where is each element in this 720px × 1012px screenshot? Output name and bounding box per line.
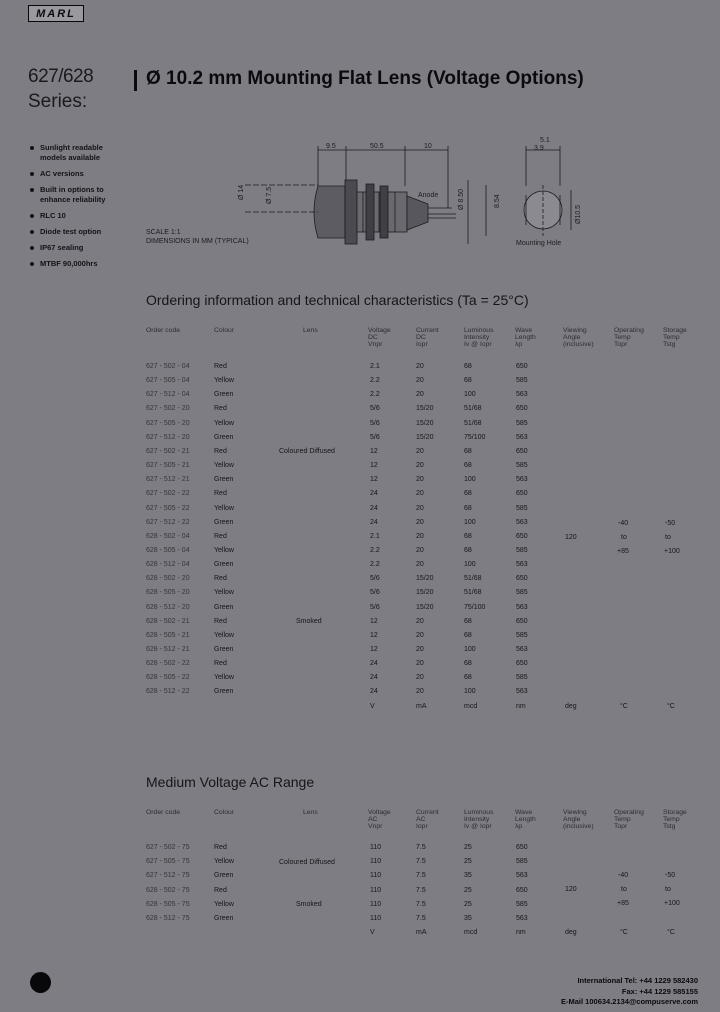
- colour-cell: Yellow: [214, 631, 234, 639]
- series-label: Series:: [28, 91, 88, 112]
- mounting-hole-label: Mounting Hole: [516, 240, 562, 247]
- ac-storage-temp-max: +100: [664, 900, 680, 907]
- intensity-cell: 35: [464, 915, 472, 922]
- unit-intensity: mcd: [464, 703, 478, 710]
- intensity-cell: 68: [464, 504, 472, 512]
- current-cell: 7.5: [416, 844, 426, 851]
- unit-current: mA: [416, 703, 427, 710]
- wave-length-cell: 650: [516, 844, 528, 851]
- intensity-cell: 100: [464, 646, 476, 653]
- colour-cell: Red: [214, 844, 227, 851]
- wave-length-cell: 585: [516, 546, 528, 554]
- colour-cell: Yellow: [214, 589, 234, 597]
- intensity-cell: 68: [464, 447, 472, 455]
- order-code-cell: 628 - 512 - 22: [146, 688, 190, 696]
- intensity-cell: 68: [464, 660, 472, 668]
- colour-cell: Green: [214, 561, 234, 569]
- wave-length-cell: 650: [516, 363, 528, 370]
- intensity-cell: 100: [464, 518, 476, 526]
- ac-range-table: Order code Colour Lens Voltage AC Vnpr Current AC Iopr Luminous Intensity Iv @ Iopr Wave Length λp Viewing Angle (inclusive) Operating Temp Topr Storage Temp Tstg 627 - 502 - 75 Red 110 7.5 25 650 627 - 505 - 75 Yellow 110 7.5 25 585 627 - 512 - 75 Green 110 7.5 35 563 628 - 502 - 75 Red 110 7.5 25 650 628 - 505 - 75 Yellow 110 7.5 25 585 628 - 512 - 75 Green 110 7.5 35 563 Coloured Diffused Smoked 120 -40 to +85 -50 to +100 V mA mcd nm deg °C °C: [146, 809, 687, 936]
- feature-item: AC versions: [30, 169, 130, 179]
- colour-cell: Green: [214, 391, 234, 399]
- intensity-cell: 75/100: [464, 603, 486, 611]
- wave-length-cell: 585: [516, 377, 528, 385]
- wave-length-cell: 563: [516, 476, 528, 484]
- colour-cell: Yellow: [214, 900, 234, 908]
- order-code-cell: 627 - 512 - 20: [146, 433, 190, 441]
- order-code-cell: 627 - 505 - 20: [146, 419, 190, 427]
- lens-628-label: Smoked: [296, 618, 322, 625]
- colour-cell: Red: [214, 405, 227, 413]
- wave-length-cell: 585: [516, 674, 528, 682]
- ac-unit-intensity: mcd: [464, 929, 478, 936]
- intensity-cell: 100: [464, 391, 476, 399]
- order-code-cell: 628 - 505 - 75: [146, 900, 190, 908]
- order-code-cell: 628 - 512 - 20: [146, 603, 190, 611]
- ac-storage-temp-min: -50: [665, 872, 676, 879]
- feature-item: MTBF 90,000hrs: [30, 259, 130, 269]
- colour-cell: Red: [214, 490, 227, 498]
- dimension-label: Ø10.5: [575, 204, 582, 224]
- current-cell: 15/20: [416, 419, 434, 427]
- colour-cell: Red: [214, 575, 227, 583]
- current-cell: 20: [416, 617, 424, 625]
- colour-cell: Green: [214, 433, 234, 441]
- order-code-cell: 628 - 512 - 75: [146, 915, 190, 922]
- dimension-label: Ø 14: [238, 184, 245, 200]
- order-code-cell: 627 - 505 - 75: [146, 858, 190, 866]
- wave-length-cell: 563: [516, 915, 528, 922]
- wave-length-cell: 650: [516, 532, 528, 540]
- wave-length-cell: 585: [516, 589, 528, 597]
- intensity-cell: 100: [464, 476, 476, 484]
- order-code-cell: 627 - 505 - 22: [146, 504, 190, 512]
- intensity-cell: 68: [464, 490, 472, 498]
- voltage-cell: 24: [370, 660, 378, 668]
- order-code-cell: 627 - 502 - 22: [146, 490, 190, 498]
- ordering-section-title: Ordering information and technical characteristics (Ta = 25°C): [146, 292, 529, 308]
- colour-cell: Green: [214, 518, 234, 526]
- order-code-cell: 627 - 512 - 22: [146, 518, 190, 526]
- colour-cell: Green: [214, 603, 234, 611]
- ac-unit-operating: °C: [620, 929, 628, 936]
- wave-length-cell: 563: [516, 646, 528, 653]
- voltage-cell: 5/6: [370, 589, 380, 597]
- wave-length-cell: 585: [516, 631, 528, 639]
- voltage-cell: 12: [370, 646, 378, 653]
- storage-temp-to: to: [665, 534, 671, 541]
- current-cell: 20: [416, 476, 424, 484]
- series-number: 627/628: [28, 66, 94, 87]
- order-code-cell: 628 - 512 - 21: [146, 646, 190, 653]
- current-cell: 7.5: [416, 872, 426, 880]
- dimension-label: 50.5: [370, 143, 384, 150]
- wave-length-cell: 563: [516, 688, 528, 696]
- voltage-cell: 5/6: [370, 575, 380, 583]
- intensity-cell: 68: [464, 462, 472, 470]
- intensity-cell: 100: [464, 688, 476, 696]
- intensity-cell: 51/68: [464, 419, 482, 427]
- order-code-cell: 628 - 505 - 22: [146, 674, 190, 682]
- voltage-cell: 110: [370, 872, 382, 880]
- current-cell: 20: [416, 363, 424, 370]
- order-code-cell: 627 - 512 - 21: [146, 476, 190, 484]
- wave-length-cell: 650: [516, 490, 528, 498]
- unit-wave: nm: [516, 703, 526, 710]
- current-cell: 7.5: [416, 858, 426, 866]
- feature-item: Sunlight readable models available: [30, 143, 130, 163]
- order-code-cell: 628 - 505 - 04: [146, 546, 190, 554]
- wave-length-cell: 563: [516, 391, 528, 399]
- contact-block: [561, 976, 698, 1008]
- colour-cell: Green: [214, 915, 234, 922]
- wave-length-cell: 650: [516, 447, 528, 455]
- ac-unit-wave: nm: [516, 929, 526, 936]
- order-code-cell: 627 - 502 - 20: [146, 405, 190, 413]
- intensity-cell: 25: [464, 886, 472, 894]
- intensity-cell: 68: [464, 674, 472, 682]
- ac-unit-voltage: V: [370, 929, 375, 936]
- colour-cell: Yellow: [214, 546, 234, 554]
- intensity-cell: 68: [464, 363, 472, 370]
- colour-cell: Red: [214, 886, 227, 894]
- current-cell: 20: [416, 391, 424, 399]
- colour-cell: Yellow: [214, 377, 234, 385]
- wave-length-cell: 585: [516, 858, 528, 866]
- voltage-cell: 2.1: [370, 532, 380, 540]
- operating-temp-min: -40: [618, 520, 629, 527]
- intensity-cell: 25: [464, 844, 472, 851]
- wave-length-cell: 650: [516, 617, 528, 625]
- order-code-cell: 627 - 502 - 04: [146, 363, 190, 370]
- page-title: Ø 10.2 mm Mounting Flat Lens (Voltage Options): [146, 68, 584, 89]
- dimension-label: 8.54: [494, 194, 501, 208]
- dimension-label: 3.9: [534, 145, 544, 152]
- ac-unit-current: mA: [416, 929, 427, 936]
- wave-length-cell: 650: [516, 660, 528, 668]
- colour-cell: Red: [214, 617, 227, 625]
- dimension-label: Ø 7.5: [266, 186, 273, 204]
- current-cell: 20: [416, 504, 424, 512]
- voltage-cell: 24: [370, 688, 378, 696]
- email-address: E-Mail 100634.2134@compuserve.com: [561, 997, 698, 1006]
- ac-lens-628-label: Smoked: [296, 901, 322, 908]
- order-code-cell: 627 - 502 - 21: [146, 447, 190, 455]
- unit-viewing: deg: [565, 703, 577, 710]
- current-cell: 20: [416, 532, 424, 540]
- current-cell: 15/20: [416, 405, 434, 413]
- wave-length-cell: 563: [516, 433, 528, 441]
- current-cell: 15/20: [416, 589, 434, 597]
- order-code-cell: 627 - 505 - 04: [146, 377, 190, 385]
- wave-length-cell: 585: [516, 419, 528, 427]
- colour-cell: Red: [214, 532, 227, 540]
- lens-627-label: Coloured Diffused: [279, 448, 335, 455]
- dimensions-note: DIMENSIONS IN MM (TYPICAL): [146, 238, 249, 245]
- voltage-cell: 5/6: [370, 603, 380, 611]
- current-cell: 7.5: [416, 915, 426, 922]
- voltage-cell: 12: [370, 631, 378, 639]
- current-cell: 20: [416, 688, 424, 696]
- voltage-cell: 110: [370, 858, 382, 866]
- operating-temp-max: +85: [617, 548, 629, 555]
- intensity-cell: 68: [464, 377, 472, 385]
- international-phone: International Tel: +44 1229 582430: [577, 976, 698, 985]
- voltage-cell: 24: [370, 504, 378, 512]
- voltage-cell: 5/6: [370, 405, 380, 413]
- wave-length-cell: 650: [516, 886, 528, 894]
- unit-storage: °C: [667, 703, 675, 710]
- order-code-cell: 628 - 512 - 04: [146, 561, 190, 569]
- voltage-cell: 2.2: [370, 561, 380, 569]
- operating-temp-to: to: [621, 534, 627, 541]
- order-code-cell: 627 - 505 - 21: [146, 462, 190, 470]
- intensity-cell: 25: [464, 858, 472, 866]
- wave-length-cell: 650: [516, 575, 528, 583]
- voltage-cell: 24: [370, 674, 378, 682]
- voltage-cell: 5/6: [370, 433, 380, 441]
- ac-unit-storage: °C: [667, 929, 675, 936]
- intensity-cell: 68: [464, 546, 472, 554]
- intensity-cell: 51/68: [464, 405, 482, 413]
- dimension-label: 9.5: [326, 143, 336, 150]
- colour-cell: Yellow: [214, 858, 234, 866]
- colour-cell: Red: [214, 447, 227, 455]
- intensity-cell: 35: [464, 872, 472, 880]
- order-code-cell: 627 - 512 - 04: [146, 391, 190, 399]
- current-cell: 7.5: [416, 886, 426, 894]
- current-cell: 20: [416, 546, 424, 554]
- ac-section-title: Medium Voltage AC Range: [146, 774, 315, 790]
- unit-voltage: V: [370, 703, 375, 710]
- current-cell: 20: [416, 377, 424, 385]
- colour-cell: Yellow: [214, 674, 234, 682]
- voltage-cell: 2.2: [370, 391, 380, 399]
- wave-length-cell: 650: [516, 405, 528, 413]
- ac-operating-temp-min: -40: [618, 872, 629, 879]
- storage-temp-min: -50: [665, 520, 676, 527]
- colour-cell: Green: [214, 688, 234, 696]
- order-code-cell: 628 - 505 - 21: [146, 631, 190, 639]
- unit-operating: °C: [620, 703, 628, 710]
- colour-cell: Green: [214, 646, 234, 653]
- order-code-cell: 627 - 502 - 75: [146, 844, 190, 851]
- current-cell: 15/20: [416, 603, 434, 611]
- voltage-cell: 12: [370, 447, 378, 455]
- wave-length-cell: 563: [516, 561, 528, 569]
- dimension-label: 10: [424, 143, 432, 150]
- feature-item: Built in options to enhance reliability: [30, 185, 130, 205]
- current-cell: 15/20: [416, 433, 434, 441]
- current-cell: 20: [416, 462, 424, 470]
- voltage-cell: 2.2: [370, 377, 380, 385]
- intensity-cell: 68: [464, 631, 472, 639]
- intensity-cell: 25: [464, 900, 472, 908]
- wave-length-cell: 563: [516, 603, 528, 611]
- order-code-cell: 628 - 505 - 20: [146, 589, 190, 597]
- ac-operating-temp-max: +85: [617, 900, 629, 907]
- anode-label: Anode: [418, 192, 439, 199]
- voltage-cell: 2.1: [370, 363, 380, 370]
- feature-item: Diode test option: [30, 227, 130, 237]
- colour-cell: Yellow: [214, 419, 234, 427]
- current-cell: 20: [416, 561, 424, 569]
- logo-text: MARL: [36, 7, 76, 20]
- colour-cell: Red: [214, 660, 227, 668]
- feature-item: RLC 10: [30, 211, 130, 221]
- voltage-cell: 5/6: [370, 419, 380, 427]
- intensity-cell: 68: [464, 532, 472, 540]
- current-cell: 20: [416, 674, 424, 682]
- current-cell: 20: [416, 631, 424, 639]
- ac-lens-627-label: Coloured Diffused: [279, 859, 335, 866]
- wave-length-cell: 585: [516, 504, 528, 512]
- intensity-cell: 51/68: [464, 575, 482, 583]
- voltage-cell: 24: [370, 518, 378, 526]
- voltage-cell: 110: [370, 886, 382, 894]
- order-code-cell: 628 - 502 - 75: [146, 886, 190, 894]
- dimension-label: Ø 8.50: [458, 188, 465, 210]
- colour-cell: Green: [214, 476, 234, 484]
- storage-temp-max: +100: [664, 548, 680, 555]
- voltage-cell: 110: [370, 900, 382, 908]
- wave-length-cell: 585: [516, 462, 528, 470]
- current-cell: 15/20: [416, 575, 434, 583]
- order-code-cell: 627 - 512 - 75: [146, 872, 190, 880]
- order-code-cell: 628 - 502 - 21: [146, 617, 190, 625]
- current-cell: 20: [416, 447, 424, 455]
- voltage-cell: 110: [370, 915, 382, 922]
- page-marker-dot: [30, 972, 51, 993]
- colour-cell: Green: [214, 872, 234, 880]
- ac-unit-viewing: deg: [565, 929, 577, 936]
- order-code-cell: 628 - 502 - 22: [146, 660, 190, 668]
- current-cell: 20: [416, 518, 424, 526]
- intensity-cell: 51/68: [464, 589, 482, 597]
- voltage-cell: 12: [370, 476, 378, 484]
- voltage-cell: 2.2: [370, 546, 380, 554]
- order-code-cell: 628 - 502 - 20: [146, 575, 190, 583]
- current-cell: 20: [416, 646, 424, 653]
- colour-cell: Red: [214, 363, 227, 370]
- fax-number: Fax: +44 1229 585155: [621, 986, 698, 996]
- current-cell: 20: [416, 660, 424, 668]
- order-code-cell: 628 - 502 - 04: [146, 532, 190, 540]
- intensity-cell: 100: [464, 561, 476, 569]
- wave-length-cell: 563: [516, 518, 528, 526]
- viewing-angle: 120: [565, 534, 577, 541]
- dimension-label: 5.1: [540, 137, 550, 144]
- ac-storage-temp-to: to: [665, 886, 671, 893]
- scale-label: SCALE 1:1: [146, 229, 181, 236]
- intensity-cell: 68: [464, 617, 472, 625]
- voltage-cell: 12: [370, 462, 378, 470]
- voltage-cell: 110: [370, 844, 382, 851]
- current-cell: 7.5: [416, 900, 426, 908]
- ordering-table: Order code Colour Lens Voltage DC Vnpr Current DC Iopr Luminous Intensity Iv @ Iopr Wave Length λp Viewing Angle (inclusive) Operating Temp Topr Storage Temp Tstg 627 - 502 - 04 Red 2.1 20 68 650 627 - 505 - 04 Yellow 2.2 20 68 585 627 - 512 - 04 Green 2.2 20 100 563 627 - 502 - 20 Red 5/6 15/20 51/68 650 627 - 505 - 20 Yellow 5/6 15/20 51/68 585 627 - 512 - 20 Green 5/6 15/20 75/100 563 627 - 502 - 21 Red 12 20 68 650 627 - 505 - 21 Yellow 12 20 68 585 627 - 512 - 21 Green 12 20 100 563 627 - 502 - 22 Red 24 20 68 650 627 - 505 - 22 Yellow 24 20 68 585 627 - 512 - 22 Green 24 20 100 563 628 - 502 - 04 Red 2.1 20 68 650 628 - 505 - 04 Yellow 2.2 20 68 585 628 - 512 - 04 Green 2.2 20 100 563 628 - 502 - 20 Red 5/6 15/20 51/68 650 628 - 505 - 20 Yellow 5/6 15/20 51/68 585 628 - 512 - 20 Green 5/6 15/20 75/100 563 628 - 502 - 21 Red 12 20 68 650 628 - 505 - 21 Yellow 12 20 68 585 628 - 512 - 21 Green 12 20 100 563 628 - 502 - 22 Red 24 20 68 650 628 - 505 - 22 Yellow 24 20 68 585 628 - 512 - 22 Green 24 20 100 563 Coloured Diffused Smoked 120 -40 to +85 -50 to +100 V mA mcd nm deg °C °C: [146, 327, 687, 710]
- ac-operating-temp-to: to: [621, 886, 627, 893]
- colour-cell: Yellow: [214, 504, 234, 512]
- voltage-cell: 24: [370, 490, 378, 498]
- colour-cell: Yellow: [214, 462, 234, 470]
- wave-length-cell: 563: [516, 872, 528, 880]
- voltage-cell: 12: [370, 617, 378, 625]
- current-cell: 20: [416, 490, 424, 498]
- intensity-cell: 75/100: [464, 433, 486, 441]
- ac-viewing-angle: 120: [565, 886, 577, 893]
- feature-item: IP67 sealing: [30, 243, 130, 253]
- wave-length-cell: 585: [516, 900, 528, 908]
